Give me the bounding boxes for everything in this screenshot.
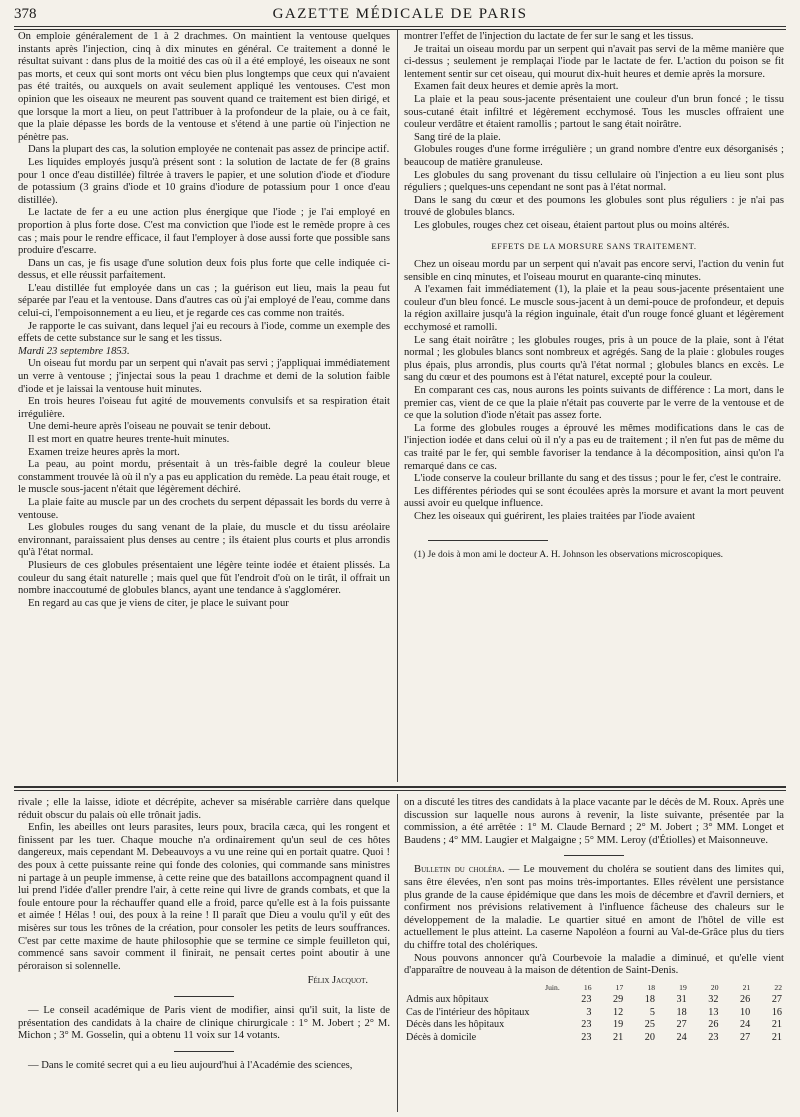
table-cell: 27 [740, 1031, 751, 1043]
table-cell: 16 [771, 1006, 782, 1018]
row-label: Décès dans les hôpitaux [406, 1019, 505, 1031]
paragraph: Dans le sang du cœur et des poumons les globules sont plus réguliers : je n'ai pas trouvé de globules blancs. [404, 194, 784, 219]
paragraph: La peau, au point mordu, présentait à un très-faible degré la couleur bleue constamment trouvée là où il n'y a pas eu application du remède. La peau était rouge, et le muscle sous-jacent n'était que légèrement déchiré. [18, 459, 390, 496]
table-cell: 29 [613, 994, 624, 1006]
paragraph: on a discuté les titres des candidats à la place vacante par le décès de M. Roux. Après une discussion sur laquelle nous aurons à revenir, la liste suivante, présentée par la commission, a été arrêtée : 1° M. Claude Bernard ; 2° M. Jobert ; 3° MM. Longet et Baudens ; 4° MM. Laugier et Malgaigne ; 5° MM. Leroy (d'Étiolles) et Maisonneuve. [404, 797, 784, 846]
table-cell: 24 [676, 1031, 687, 1043]
day-header: 16 [583, 982, 592, 992]
article-column-right [404, 31, 784, 781]
table-cell: 19 [613, 1019, 624, 1031]
paragraph: Les liquides employés jusqu'à présent sont : la solution de lactate de fer (8 grains pour 1 once d'eau distillée) filtrée à travers le papier, et une solution d'iode et d'iodure de potassium (3 grains d'iode et 10 grains d'iodure de potassium pour 1 once d'eau distillée). [18, 156, 390, 206]
day-header: 22 [774, 982, 782, 992]
paragraph: Je traitai un oiseau mordu par un serpent qui n'avait pas servi de la même manière que ci-dessus ; seulement je remplaçai l'iode par le lactate de fer. L'action du poison se fit lentement sentir sur cet oiseau, qui mourut dix-huit heures et demie après la morsure. [404, 43, 784, 80]
footnote-rule [428, 540, 548, 541]
paragraph: On emploie généralement de 1 à 2 drachmes. On maintient la ventouse quelques instants après l'injection, cinq à dix minutes en général. Ce traitement a donné le résultat suivant : dans plus de la moitié des cas où il a été employé, les oiseaux ne sont pas morts, et ceux qui sont morts ont vécu bien plus longtemps que ceux qui n'avaient pas été traités, ou auxquels on avait seulement appliqué les ventouses. C'est mon opinion que les oiseaux ne meurent pas souvent quand ce traitement est bien dirigé, et que lorsque la mort a lieu, on peut l'attribuer à la profondeur de la plaie, ou à ce fait, que la plaie dépasse les bords de la ventouse et s'étend à une partie où l'injection ne pénètre pas. [18, 31, 390, 143]
month-label: Juin. [545, 982, 560, 992]
separator-rule [564, 855, 624, 856]
row-label: Admis aux hôpitaux [406, 994, 489, 1006]
table-cell: 3 [586, 1006, 592, 1018]
paragraph: Examen fait deux heures et demie après la mort. [414, 81, 619, 93]
paragraph: Chez un oiseau mordu par un serpent qui n'avait pas encore servi, l'action du venin fut sensible en cinq minutes, et l'oiseau mourut en quarante-cinq minutes. [404, 259, 784, 283]
table-header-row [404, 982, 784, 995]
table-cell: 21 [771, 1019, 782, 1031]
paragraph: Chez les oiseaux qui guérirent, les plaies traitées par l'iode avaient [414, 510, 696, 522]
bulletin-label: Bulletin du choléra. [414, 864, 505, 876]
paragraph: Les globules du sang provenant du tissu cellulaire où l'injection a eu lieu sont plus réguliers ; quelques-uns cependant ne sont pas à l'état normal. [404, 169, 784, 194]
paragraph: Nous pouvons annoncer qu'à Courbevoie la maladie a diminué, et qu'elle vient d'apparaître de nouveau à la maison de détention de Saint-Denis. [404, 952, 784, 977]
paragraph: Les différentes périodes qui se sont écoulées après la morsure et avant la mort peuvent aussi avoir eu quelque influence. [404, 485, 784, 510]
table-cell: 26 [708, 1019, 719, 1031]
paragraph: A l'examen fait immédiatement (1), la plaie et la peau sous-jacente présentaient une couleur d'un bleu foncé. Le muscle sous-jacent à un demi-pouce de profondeur, et depuis la région axillaire jusqu'à la région inguinale, était d'un rouge foncé gluant et légèrement ecchymosé et ramolli. [404, 284, 784, 334]
paragraph: montrer l'effet de l'injection du lactate de fer sur le sang et les tissus. [404, 31, 694, 42]
separator-rule [174, 996, 234, 997]
table-row [404, 1007, 784, 1019]
paragraph: Plusieurs de ces globules présentaient une légère teinte iodée et étaient plissés. La couleur du sang était naturelle ; mais quel que fût l'endroit d'où on le tirât, il offrait un nombre inaccoutumé de globules blancs, ayant une tendance à s'agglomérer. [18, 559, 390, 597]
feuilleton-rule [14, 786, 786, 791]
table-row [404, 1032, 784, 1044]
paragraph: La plaie et la peau sous-jacente présentaient une couleur d'un brun foncé ; le tissu sous-cutané était infiltré et légèrement ecchymosé. Tous les muscles offraient une couleur verdâtre et étaient ramollis ; partout le sang était noirâtre. [404, 93, 784, 131]
journal-title: GAZETTE MÉDICALE DE PARIS [272, 6, 528, 22]
paragraph: Le lactate de fer a eu une action plus énergique que l'iode ; je l'ai employé en proportion à plus forte dose. C'est ma conviction que l'iode est le remède propre à ces cas ; mais pour le rendre efficace, il faut l'employer à dose aussi forte que possible sans produire d'escarre. [18, 207, 390, 257]
page-header [14, 4, 786, 26]
table-cell: 13 [708, 1006, 719, 1018]
cholera-table [404, 982, 784, 1044]
column-divider-bottom [397, 794, 398, 1112]
paragraph: Dans un cas, je fis usage d'une solution deux fois plus forte que celle indiquée ci-dessus, et elle réussit parfaitement. [18, 257, 390, 282]
paragraph: Examen treize heures après la mort. [28, 446, 180, 458]
paragraph: Une demi-heure après l'oiseau ne pouvait se tenir debout. [28, 421, 271, 433]
paragraph: Le sang était noirâtre ; les globules rouges, pris à un pouce de la plaie, sont à l'état normal ; les globules blancs sont nombreux et agrégés. Sang de la plaie : globules rouges plus épais, plus arrondis, plus courts qu'à l'état normal ; globules blancs en excès. Le sang du cœur et des poumons est à l'état naturel, excepté pour la couleur. [404, 334, 784, 384]
paragraph: L'eau distillée fut employée dans un cas ; la guérison eut lieu, mais la peau fut séparée par l'eau et la ventouse. Dans d'autres cas où j'ai employé de l'eau, comme dans celui-ci, l'empoisonnement a eu lieu, et je regarde ces cas comme non traités. [18, 282, 390, 320]
table-cell: 24 [740, 1019, 751, 1031]
paragraph: Les globules, rouges chez cet oiseau, étaient partout plus ou moins altérés. [414, 219, 730, 231]
day-header: 20 [710, 982, 719, 992]
paragraph: En regard au cas que je viens de citer, je place le suivant pour [28, 597, 289, 609]
table-cell: 23 [581, 1019, 592, 1031]
paragraph: rivale ; elle la laisse, idiote et décrépite, achever sa misérable carrière dans quelque réduit obscur du palais où elle trônait jadis. [18, 797, 390, 821]
paragraph: Sang tiré de la plaie. [414, 131, 501, 143]
table-cell: 23 [581, 994, 592, 1006]
day-header: 18 [647, 982, 655, 992]
paragraph: En comparant ces cas, nous aurons les points suivants de différence : La mort, dans le premier cas, vient de ce que la plaie n'était pas couverte par le verre de la ventouse et de ce que la solution d'iode n'était pas assez forte. [404, 385, 784, 422]
table-cell: 23 [708, 1031, 719, 1043]
header-rule [14, 26, 786, 30]
paragraph: Enfin, les abeilles ont leurs parasites, leurs poux, bracila cæca, qui les rongent et finissent par les tuer. Chaque mouche n'a ordinairement qu'un seul de ces hôtes dangereux, mais cependant M. Debeauvoys a vu une reine qui en portait quatre. Quoi ! des poux à cette puissante reine qui fonde des colonies, qui commande sans ministres ni partage à un peuple immense, à cette reine que des bataillons accompagnent quand il lui prend l'idée d'aller prendre l'air, à cette reine qui livre de grands combats, et que la foule entoure pour la réchauffer quand elle a froid, parce qu'elle est à la fois puissante et aimée ! Hélas ! oui, des poux à la reine ! Il paraît que Dieu a voulu qu'il y eût des misères sur tous les trônes de la création, pour consoler les petits de leurs souffrances. C'est par cette maxime de haute philosophie que se termine ce simple feuilleton qui, commencé sans savoir comment il finirait, ne pensait certes point aboutir à une péroraison si solennelle. [18, 822, 390, 972]
paragraph: Je rapporte le cas suivant, dans lequel j'ai eu recours à l'iode, comme un exemple des effets de cette substance sur le sang et les tissus. [18, 320, 390, 345]
bulletin-text: — Le mouvement du choléra se soutient dans des limites qui, sans être élevées, n'en sont pas moins très-importantes. Elles révèlent une persistance plus grande de la cause épidémique que dans les mois de décembre et d'avril derniers, et confirment nos prévisions relativement à l'influence fâcheuse des chaleurs sur le développement de la maladie. Le quartier situé en amont de l'hôtel de ville est actuellement le plus atteint. La caserne Napoléon a fourni au Val-de-Grâce plus du tiers du chiffre total des cholériques. [404, 864, 784, 951]
paragraph: Un oiseau fut mordu par un serpent qui n'avait pas servi ; j'appliquai immédiatement un verre à ventouse ; j'injectai sous la peau 1 drachme et demi de la solution faible d'iode et je laissai la ventouse huit minutes. [18, 358, 390, 395]
table-cell: 12 [613, 1006, 624, 1018]
feuilleton-column-left [18, 797, 390, 1115]
column-divider-top [397, 30, 398, 782]
footnote: (1) Je dois à mon ami le docteur A. H. Johnson les observations microscopiques. [414, 548, 724, 560]
table-cell: 18 [676, 1006, 687, 1018]
news-item: — Le conseil académique de Paris vient de modifier, ainsi qu'il suit, la liste de présentation des candidats à la chaire de clinique chirurgicale : 1° M. Jobert ; 2° M. Michon ; 3° M. Gosselin, qui a obtenu 11 voix sur 14 votants. [18, 1004, 390, 1042]
day-header: 17 [615, 982, 624, 992]
paragraph: L'iode conserve la couleur brillante du sang et des tissus ; pour le fer, c'est le contraire. [414, 473, 781, 485]
table-cell: 5 [649, 1006, 655, 1018]
table-cell: 10 [740, 1006, 751, 1018]
paragraph: Les globules rouges du sang venant de la plaie, du muscle et du tissu aréolaire environnant, paraissaient plus denses au centre ; ils étaient plus courts et plus arrondis qu'à l'état normal. [18, 522, 390, 559]
paragraph: En trois heures l'oiseau fut agité de mouvements convulsifs et sa respiration était irrégulière. [18, 396, 390, 420]
news-item: — Dans le comité secret qui a eu lieu aujourd'hui à l'Académie des sciences, [28, 1059, 353, 1071]
case-date: Mardi 23 septembre 1853. [18, 345, 130, 357]
table-cell: 23 [581, 1031, 592, 1043]
paragraph: Globules rouges d'une forme irrégulière ; un grand nombre d'entre eux désorganisés ; beaucoup de matière granuleuse. [404, 144, 784, 168]
separator-rule [174, 1051, 234, 1052]
table-cell: 32 [708, 994, 719, 1006]
paragraph: La plaie faite au muscle par un des crochets du serpent dépassait les bords du verre à ventouse. [18, 496, 390, 521]
paragraph: Il est mort en quatre heures trente-huit minutes. [28, 434, 230, 445]
page-number: 378 [14, 6, 37, 22]
day-header: 21 [742, 982, 751, 992]
table-cell: 18 [644, 994, 655, 1006]
table-cell: 20 [644, 1031, 655, 1043]
table-cell: 31 [676, 994, 687, 1006]
row-label: Décès à domicile [406, 1031, 477, 1043]
article-column-left [18, 31, 390, 781]
table-cell: 27 [771, 994, 782, 1006]
author-signature: Félix Jacquot. [307, 975, 368, 987]
day-header: 19 [679, 982, 687, 992]
cholera-bulletin [404, 864, 784, 952]
table-cell: 25 [644, 1019, 655, 1031]
table-cell: 27 [676, 1019, 687, 1031]
paragraph: Dans la plupart des cas, la solution employée ne contenait pas assez de principe actif. [28, 144, 390, 156]
table-row [404, 994, 784, 1006]
table-cell: 21 [771, 1031, 782, 1043]
feuilleton-column-right [404, 797, 784, 1115]
row-label: Cas de l'intérieur des hôpitaux [406, 1006, 530, 1018]
table-row [404, 1019, 784, 1031]
section-heading: EFFETS DE LA MORSURE SANS TRAITEMENT. [491, 240, 697, 251]
paragraph: La forme des globules rouges a éprouvé les mêmes modifications dans le cas de l'injection iodée et dans celui où il n'y a pas eu de traitement ; il n'en fut pas de même du cas traité par le fer, qui semble favoriser la tendance à la décomposition, ainsi qu'on l'a remarqué dans ce cas. [404, 422, 784, 472]
table-cell: 21 [613, 1031, 624, 1043]
table-cell: 26 [740, 994, 751, 1006]
